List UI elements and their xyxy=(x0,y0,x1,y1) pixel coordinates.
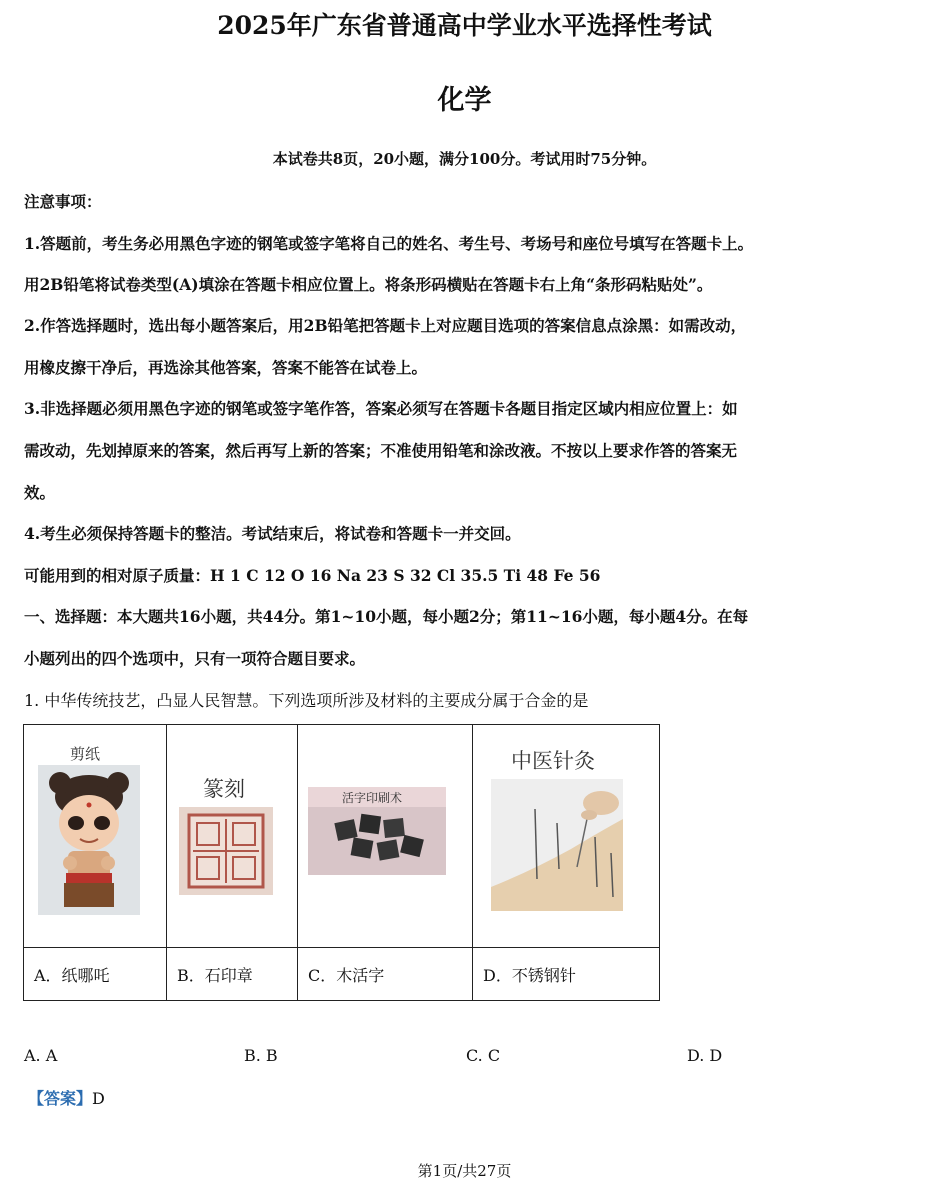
question-stem: 1. 中华传统技艺，凸显人民智慧。下列选项所涉及材料的主要成分属于合金的是 xyxy=(24,691,589,710)
page-footer: 第1页/共27页 xyxy=(417,1162,512,1180)
stone-seal-icon xyxy=(179,807,273,895)
acupuncture-icon xyxy=(491,779,623,911)
option-b-image-cell xyxy=(167,725,298,948)
choice-c: C. C xyxy=(466,1046,501,1065)
caption-zhuanke: 篆刻 xyxy=(203,777,245,801)
section-heading: 一、选择题：本大题共16小题，共44分。第1~10小题，每小题2分；第11~16小题，每小题4分。在每 xyxy=(24,607,749,626)
answer-line xyxy=(28,1086,105,1109)
atomic-masses: 可能用到的相对原子质量：H 1 C 12 O 16 Na 23 S 32 Cl 35.5 Ti 48 Fe 56 xyxy=(24,566,601,585)
caption-zhenjiu: 中医针灸 xyxy=(511,749,595,773)
answer-tag: 【答案】 xyxy=(28,1089,93,1108)
choice-a: A. A xyxy=(24,1046,58,1065)
option-c-label: C．木活字 xyxy=(298,948,473,1001)
choice-d: D. D xyxy=(687,1046,723,1065)
note-line: 需改动，先划掉原来的答案，然后再写上新的答案；不准使用铅笔和涂改液。不按以上要求作答的答案无 xyxy=(24,441,738,460)
note-line: 4.考生必须保持答题卡的整洁。考试结束后，将试卷和答题卡一并交回。 xyxy=(24,524,521,543)
exam-meta: 本试卷共8页，20小题，满分100分。考试用时75分钟。 xyxy=(272,150,657,168)
subject-title: 化学 xyxy=(437,85,492,116)
answer-value: D xyxy=(92,1089,105,1108)
option-d-image-cell xyxy=(473,725,660,948)
option-c-image-cell xyxy=(298,725,473,948)
nezha-figure-icon xyxy=(38,765,140,915)
option-a-label: A．纸哪吒 xyxy=(24,948,167,1001)
option-d-label: D．不锈钢针 xyxy=(473,948,660,1001)
section-heading-cont: 小题列出的四个选项中，只有一项符合题目要求。 xyxy=(24,649,366,668)
option-a-image-cell xyxy=(24,725,167,948)
note-line: 2.作答选择题时，选出每小题答案后，用2B铅笔把答题卡上对应题目选项的答案信息点涂黑：如需改动， xyxy=(24,316,747,335)
note-line: 3.非选择题必须用黑色字迹的钢笔或签字笔作答，答案必须写在答题卡各题目指定区域内相应位置上：如 xyxy=(24,399,738,418)
caption-huozi: 活字印刷术 xyxy=(342,791,403,805)
caption-jianzhi: 剪纸 xyxy=(70,745,101,763)
note-line: 1.答题前，考生务必用黑色字迹的钢笔或签字笔将自己的姓名、考生号、考场号和座位号填写在答题卡上。 xyxy=(24,234,754,253)
option-b-label: B．石印章 xyxy=(167,948,298,1001)
notes-heading: 注意事项： xyxy=(24,192,102,211)
options-table xyxy=(23,724,660,1001)
choice-b: B. B xyxy=(244,1046,278,1065)
note-line: 用2B铅笔将试卷类型(A)填涂在答题卡相应位置上。将条形码横贴在答题卡右上角“条形码粘贴处”。 xyxy=(24,275,713,294)
note-line: 效。 xyxy=(24,483,56,502)
exam-title: 2025年广东省普通高中学业水平选择性考试 xyxy=(217,11,712,40)
note-line: 用橡皮擦干净后，再选涂其他答案，答案不能答在试卷上。 xyxy=(24,358,428,377)
